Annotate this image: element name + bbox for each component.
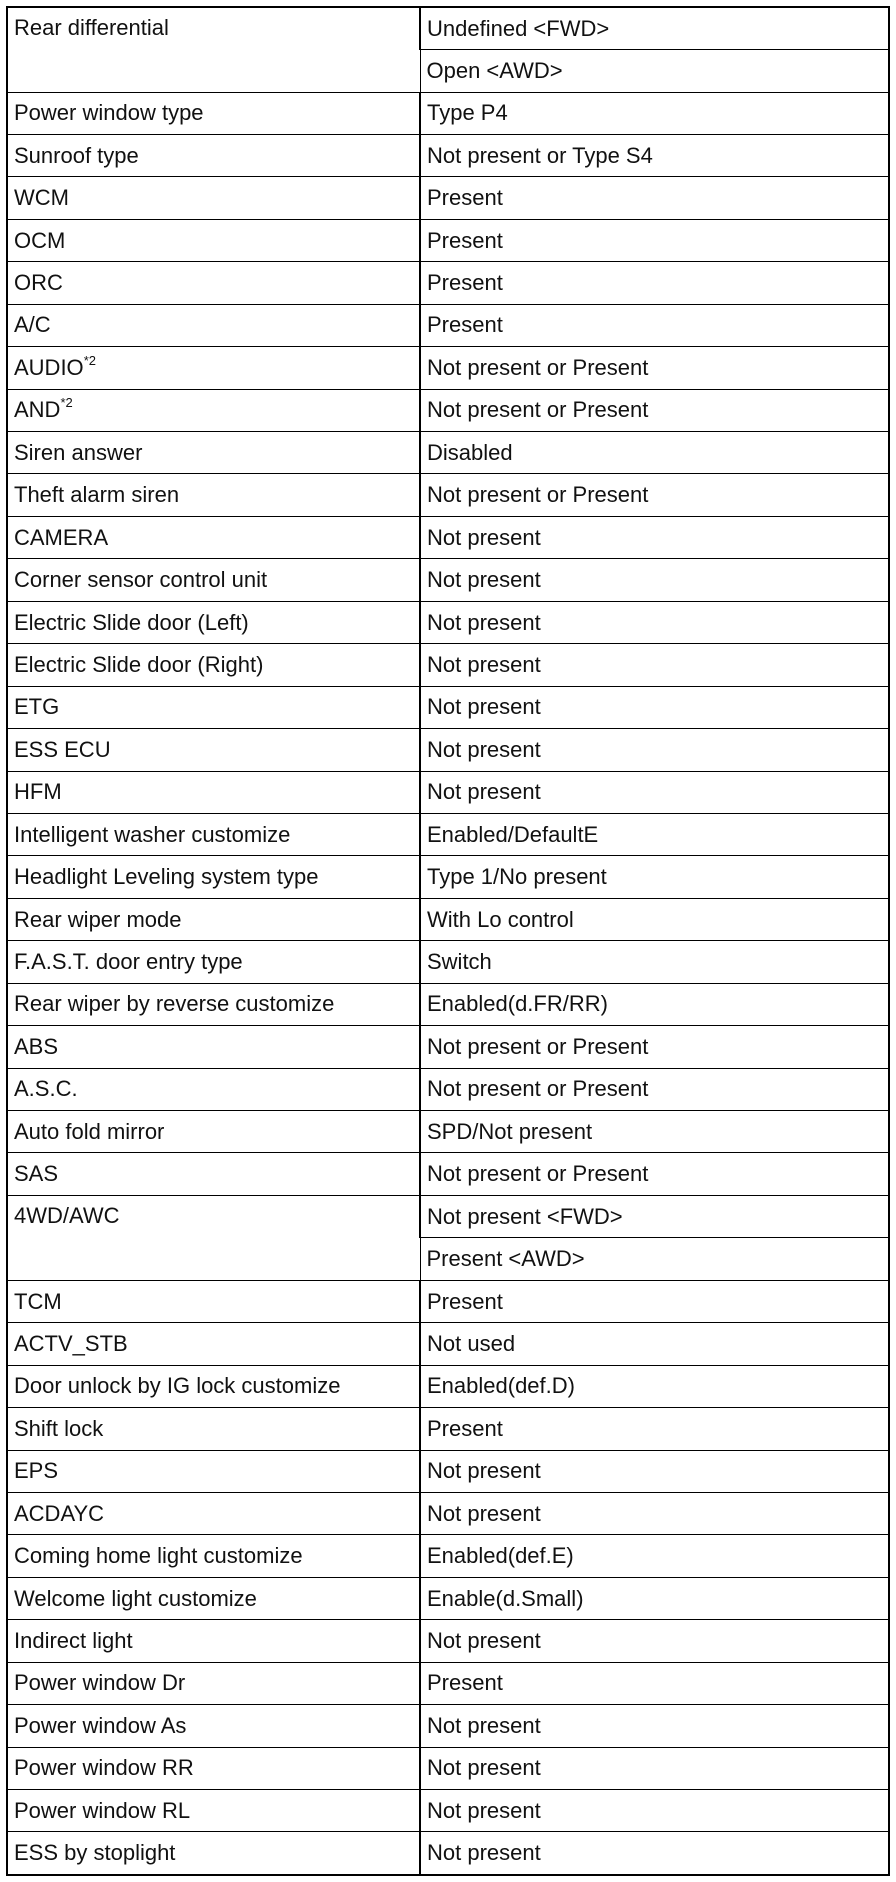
item-name-cell (8, 1026, 420, 1068)
item-name-cell (8, 1365, 420, 1407)
table-row (8, 262, 888, 304)
item-name-cell (8, 1195, 420, 1280)
item-name-cell (8, 219, 420, 261)
item-value: Not present or Present (420, 389, 888, 431)
item-name-cell (8, 686, 420, 728)
table-row (8, 92, 888, 134)
item-value: Enabled(def.D) (420, 1365, 888, 1407)
item-value: Open <AWD> (420, 50, 888, 92)
table-row (8, 1068, 888, 1110)
item-value: With Lo control (420, 898, 888, 940)
item-value: Not present (420, 601, 888, 643)
item-value: Not present (420, 516, 888, 558)
item-name-cell (8, 601, 420, 643)
item-value: SPD/Not present (420, 1111, 888, 1153)
item-value: Present (420, 1280, 888, 1322)
item-value: Not present or Type S4 (420, 134, 888, 176)
item-name-cell (8, 1153, 420, 1195)
item-value: Enabled/DefaultE (420, 813, 888, 855)
item-name-cell (8, 304, 420, 346)
item-name-cell (8, 177, 420, 219)
table-row (8, 686, 888, 728)
item-value: Type P4 (420, 92, 888, 134)
item-name: Power window type (14, 100, 204, 126)
item-name-cell (8, 1450, 420, 1492)
item-name-cell (8, 1577, 420, 1619)
item-value: Not present <FWD> (420, 1195, 888, 1237)
item-value: Not present (420, 1620, 888, 1662)
item-name: CAMERA (14, 524, 109, 550)
item-name-cell (8, 1280, 420, 1322)
table-row (8, 474, 888, 516)
item-name-cell (8, 1408, 420, 1450)
item-value: Switch (420, 941, 888, 983)
item-name-cell (8, 856, 420, 898)
item-name: Corner sensor control unit (14, 567, 268, 593)
item-value: Not used (420, 1323, 888, 1365)
table-row (8, 347, 888, 389)
table-row (8, 1280, 888, 1322)
item-name: ESS ECU (14, 736, 111, 762)
item-name: ETG (14, 694, 60, 720)
table-row (8, 1492, 888, 1534)
item-value: Not present (420, 559, 888, 601)
item-name: ACTV_STB (14, 1330, 128, 1356)
item-value: Present (420, 1662, 888, 1704)
item-name: TCM (14, 1288, 62, 1314)
footnote-marker: *2 (83, 352, 96, 368)
item-name-cell (8, 1323, 420, 1365)
item-name-cell (8, 92, 420, 134)
item-name: 4WD/AWC (14, 1202, 120, 1228)
table-row (8, 898, 888, 940)
table-row (8, 304, 888, 346)
table-row (8, 1153, 888, 1195)
item-value: Enabled(d.FR/RR) (420, 983, 888, 1025)
item-name-cell (8, 432, 420, 474)
item-name-cell (8, 516, 420, 558)
item-value: Present (420, 262, 888, 304)
item-name: Theft alarm siren (14, 482, 180, 508)
item-name-cell (8, 262, 420, 304)
item-name: AND (14, 397, 61, 423)
item-name: Siren answer (14, 439, 143, 465)
item-value: Not present or Present (420, 1026, 888, 1068)
item-name: Indirect light (14, 1628, 133, 1653)
item-name-cell (8, 1620, 420, 1662)
item-name: OCM (14, 227, 66, 253)
item-name: EPS (14, 1458, 59, 1484)
item-value: Enabled(def.E) (420, 1535, 888, 1577)
item-value: Not present or Present (420, 1068, 888, 1110)
item-value: Not present (420, 1705, 888, 1747)
item-name: Door unlock by IG lock customize (14, 1373, 341, 1399)
item-name: ORC (14, 270, 63, 295)
item-name: Auto fold mirror (14, 1118, 165, 1144)
coding-spec-table-body (8, 8, 888, 1874)
item-value: Not present (420, 644, 888, 686)
item-name-cell (8, 8, 420, 92)
table-row (8, 1747, 888, 1789)
table-row (8, 813, 888, 855)
item-value: Not present or Present (420, 347, 888, 389)
table-row (8, 1111, 888, 1153)
item-value: Present (420, 1408, 888, 1450)
item-value: Not present (420, 1450, 888, 1492)
item-name: Sunroof type (14, 142, 139, 168)
table-row (8, 1323, 888, 1365)
item-name-cell (8, 941, 420, 983)
item-name: Power window As (14, 1712, 187, 1738)
item-value: Not present (420, 1832, 888, 1874)
item-value: Not present (420, 1747, 888, 1789)
item-value: Present (420, 219, 888, 261)
item-name-cell (8, 771, 420, 813)
item-name: Rear differential (14, 15, 169, 40)
item-name-cell (8, 1705, 420, 1747)
item-value: Present (420, 304, 888, 346)
item-value: Not present (420, 686, 888, 728)
item-name-cell (8, 347, 420, 389)
table-row (8, 601, 888, 643)
table-row (8, 134, 888, 176)
table-row (8, 983, 888, 1025)
item-name: ESS by stoplight (14, 1840, 176, 1866)
item-value: Undefined <FWD> (420, 8, 888, 50)
item-value: Disabled (420, 432, 888, 474)
item-name: F.A.S.T. door entry type (14, 949, 243, 974)
item-name-cell (8, 1535, 420, 1577)
table-row (8, 432, 888, 474)
table-row (8, 1790, 888, 1832)
item-name: ABS (14, 1033, 59, 1059)
item-value: Not present or Present (420, 474, 888, 516)
item-name: Welcome light customize (14, 1585, 257, 1611)
table-row (8, 1577, 888, 1619)
table-row (8, 1450, 888, 1492)
item-value: Present (420, 177, 888, 219)
item-name: WCM (14, 185, 69, 211)
table-row (8, 1620, 888, 1662)
item-name-cell (8, 1492, 420, 1534)
item-name-cell (8, 729, 420, 771)
item-value: Not present (420, 1790, 888, 1832)
item-name-cell (8, 474, 420, 516)
item-name: Electric Slide door (Left) (14, 609, 249, 635)
table-row (8, 516, 888, 558)
item-name: Power window RL (14, 1797, 191, 1823)
table-row (8, 1408, 888, 1450)
table-row (8, 644, 888, 686)
coding-spec-sheet (6, 6, 890, 1876)
table-row (8, 856, 888, 898)
item-name-cell (8, 1747, 420, 1789)
item-name-cell (8, 1832, 420, 1874)
table-row (8, 1195, 888, 1237)
item-value: Not present or Present (420, 1153, 888, 1195)
item-name: Intelligent washer customize (14, 821, 291, 847)
item-name-cell (8, 898, 420, 940)
table-row (8, 771, 888, 813)
item-name: HFM (14, 779, 62, 805)
table-row (8, 177, 888, 219)
item-name: Power window Dr (14, 1670, 186, 1696)
table-row (8, 941, 888, 983)
footnote-marker: *2 (60, 394, 73, 410)
item-name-cell (8, 559, 420, 601)
item-value: Present <AWD> (420, 1238, 888, 1280)
item-name: ACDAYC (14, 1500, 105, 1526)
table-row (8, 559, 888, 601)
table-row (8, 1026, 888, 1068)
table-row (8, 1662, 888, 1704)
item-name-cell (8, 134, 420, 176)
item-name-cell (8, 1068, 420, 1110)
coding-spec-table (8, 8, 888, 1874)
item-name-cell (8, 1790, 420, 1832)
item-name: Shift lock (14, 1415, 104, 1441)
item-name: A/C (14, 312, 51, 338)
table-row (8, 1705, 888, 1747)
item-name-cell (8, 1111, 420, 1153)
item-value: Not present (420, 771, 888, 813)
table-row (8, 389, 888, 431)
item-name-cell (8, 644, 420, 686)
item-name: Rear wiper by reverse customize (14, 991, 335, 1017)
item-name: SAS (14, 1161, 59, 1187)
item-name-cell (8, 983, 420, 1025)
item-value: Enable(d.Small) (420, 1577, 888, 1619)
table-row (8, 1832, 888, 1874)
item-name: Electric Slide door (Right) (14, 651, 264, 677)
item-name: Power window RR (14, 1755, 194, 1781)
item-value: Not present (420, 729, 888, 771)
item-name-cell (8, 1662, 420, 1704)
item-name: Coming home light customize (14, 1543, 303, 1569)
item-value: Not present (420, 1492, 888, 1534)
table-row (8, 219, 888, 261)
item-name: Rear wiper mode (14, 906, 182, 932)
item-name-cell (8, 389, 420, 431)
item-name: AUDIO (14, 354, 84, 380)
item-name-cell (8, 813, 420, 855)
table-row (8, 8, 888, 50)
table-row (8, 1365, 888, 1407)
item-name: Headlight Leveling system type (14, 864, 319, 890)
item-value: Type 1/No present (420, 856, 888, 898)
table-row (8, 729, 888, 771)
item-name: A.S.C. (14, 1076, 78, 1102)
table-row (8, 1535, 888, 1577)
